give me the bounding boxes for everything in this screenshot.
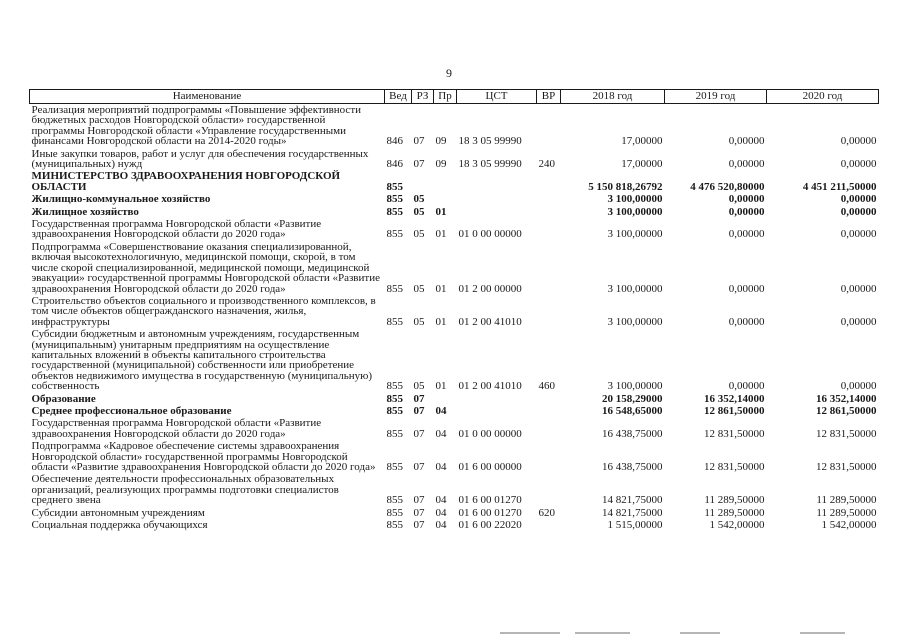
cell-ved: 855 (386, 506, 403, 519)
cell-2018: 5 150 818,26792 (588, 180, 663, 193)
header-vr: ВР (537, 90, 561, 104)
cell-name: Подпрограмма «Кадровое обеспечение системы здравоохранения Новгородской области» государственной программы Новгородской области «Развитие здравоохранения Новгородской области до 2020 года» (31, 440, 376, 473)
table-row (30, 170, 879, 193)
cell-name: Субсидии автономным учреждениям (31, 506, 205, 519)
cell-pr: 04 (435, 494, 447, 507)
cell-pr: 04 (435, 506, 447, 519)
cell-ved: 855 (386, 404, 403, 417)
cell-pr: 01 (435, 315, 447, 328)
cell-2018: 16 438,75000 (602, 427, 663, 440)
table-row (30, 328, 879, 392)
table-row (30, 193, 879, 205)
table-row (30, 241, 879, 295)
cell-2019: 16 352,14000 (704, 392, 765, 405)
header-2019: 2019 год (665, 90, 767, 104)
table-row (30, 218, 879, 241)
cell-name: Обеспечение деятельности профессиональных образовательных организаций, реализующих программы подготовки специалистов среднего звена (31, 473, 339, 507)
cell-vr (537, 295, 561, 328)
cell-cst (457, 405, 537, 417)
table-row (30, 440, 879, 473)
cell-2020: 0,00000 (840, 205, 877, 218)
cell-name: Социальная поддержка обучающихся (31, 519, 208, 532)
cell-2019: 0,00000 (728, 282, 765, 295)
cell-pr: 04 (435, 427, 447, 440)
cell-name: Субсидии бюджетным и автономным учреждениям, государственным (муниципальным) унитарным предприятиям на осуществление капитальных вложений в объекты капитального строительства государственной (муниципальной) собственности или приобретение объектов недвижимого имущества в государственную (муниципальную) собственность (31, 328, 373, 393)
cell-pr: 09 (435, 135, 447, 148)
header-ved: Вед (385, 90, 412, 104)
header-pr: Пр (434, 90, 457, 104)
cell-name: Жилищное хозяйство (31, 205, 139, 218)
cell-ved: 855 (386, 494, 403, 507)
cell-name: МИНИСТЕРСТВО ЗДРАВООХРАНЕНИЯ НОВГОРОДСКОЙ ОБЛАСТИ (31, 170, 341, 193)
header-2020: 2020 год (767, 90, 879, 104)
cell-cst (457, 206, 537, 218)
cell-pr: 04 (435, 461, 447, 473)
cell-cst: 01 0 00 00000 (458, 427, 522, 440)
cell-cst: 01 2 00 41010 (458, 380, 522, 393)
cell-rz: 07 (413, 392, 425, 405)
cell-2020: 11 289,50000 (816, 506, 877, 519)
budget-table (29, 89, 879, 531)
cell-vr: 620 (538, 506, 555, 519)
cell-rz: 05 (413, 228, 425, 241)
cell-cst: 18 3 05 99990 (458, 158, 522, 171)
cell-name: Жилищно-коммунальное хозяйство (31, 193, 211, 206)
cell-2020: 0,00000 (840, 380, 877, 393)
cell-vr (537, 206, 561, 218)
cell-rz: 07 (413, 158, 425, 171)
cell-vr (537, 241, 561, 295)
cell-name: Иные закупки товаров, работ и услуг для обеспечения государственных (муниципальных) нужд (31, 147, 369, 171)
header-2018: 2018 год (561, 90, 665, 104)
cell-rz: 05 (413, 315, 425, 328)
cell-pr (434, 193, 457, 205)
cell-pr (434, 393, 457, 405)
cell-2018: 1 515,00000 (607, 519, 663, 532)
cell-2018: 16 548,65000 (602, 404, 663, 417)
cell-ved: 855 (386, 205, 403, 218)
cell-vr (537, 473, 561, 506)
cell-2019: 4 476 520,80000 (690, 180, 765, 193)
cell-pr: 01 (435, 282, 447, 295)
cell-pr: 04 (435, 519, 447, 532)
cell-rz: 05 (413, 193, 425, 206)
cell-ved: 846 (386, 158, 403, 171)
table-row (30, 507, 879, 519)
cell-rz: 07 (413, 506, 425, 519)
cell-2018: 3 100,00000 (607, 380, 663, 393)
cell-2018: 14 821,75000 (602, 494, 663, 507)
cell-rz: 07 (413, 135, 425, 148)
cell-name: Государственная программа Новгородской области «Развитие здравоохранения Новгородской области до 2020 года» (31, 417, 322, 440)
cell-pr: 01 (435, 380, 447, 393)
table-row (30, 519, 879, 531)
cell-2020: 0,00000 (840, 282, 877, 295)
cell-2019: 11 289,50000 (704, 506, 765, 519)
cell-vr (537, 104, 561, 148)
cell-cst: 01 6 00 00000 (458, 461, 522, 473)
cell-name: Среднее профессиональное образование (31, 404, 232, 417)
cell-ved: 846 (386, 135, 403, 148)
table-row (30, 148, 879, 171)
cell-ved: 855 (386, 282, 403, 295)
cell-2020: 12 831,50000 (816, 427, 877, 440)
cell-cst: 01 6 00 01270 (458, 494, 522, 507)
cell-rz: 07 (413, 404, 425, 417)
cell-vr (537, 405, 561, 417)
cell-ved: 855 (386, 427, 403, 440)
cell-2019: 0,00000 (728, 315, 765, 328)
cell-vr (537, 519, 561, 531)
cell-name: Государственная программа Новгородской области «Развитие здравоохранения Новгородской области до 2020 года» (31, 218, 322, 241)
cell-ved: 855 (386, 392, 403, 405)
cell-2020: 1 542,00000 (821, 519, 877, 532)
cell-vr (537, 440, 561, 473)
cell-ved: 855 (386, 519, 403, 532)
cell-name: Образование (31, 392, 96, 405)
table-row (30, 405, 879, 417)
cell-vr: 460 (538, 380, 555, 393)
cell-name: Строительство объектов социального и производственного комплексов, в том числе объектов общегражданского назначения, жилья, инфраструктуры (31, 294, 376, 328)
cell-2019: 12 831,50000 (704, 427, 765, 440)
cell-vr (537, 170, 561, 193)
cell-rz (412, 170, 434, 193)
cell-2018: 3 100,00000 (607, 205, 663, 218)
cell-vr (537, 393, 561, 405)
cut-off-next-line (500, 632, 890, 635)
cell-2019: 12 831,50000 (704, 461, 765, 473)
table-row (30, 473, 879, 506)
cell-rz: 05 (413, 282, 425, 295)
cell-rz: 07 (413, 494, 425, 507)
cell-2018: 3 100,00000 (607, 193, 663, 206)
cell-2020: 0,00000 (840, 158, 877, 171)
cell-cst: 01 6 00 01270 (458, 506, 522, 519)
cell-vr: 240 (538, 158, 555, 171)
cell-2019: 0,00000 (728, 193, 765, 206)
header-cst: ЦСТ (457, 90, 537, 104)
header-name: Наименование (30, 90, 385, 104)
cell-ved: 855 (386, 315, 403, 328)
cell-2020: 0,00000 (840, 193, 877, 206)
cell-name: Реализация мероприятий подпрограммы «Повышение эффективности бюджетных расходов Новгородской области» государственной программы Новгородской области «Управление государственными финансами Новгородской области на 2014-2020 годы» (31, 104, 362, 148)
table-row (30, 295, 879, 328)
cell-pr: 01 (435, 228, 447, 241)
table-header-row (30, 90, 879, 104)
cell-2020: 0,00000 (840, 135, 877, 148)
cell-cst: 01 2 00 41010 (458, 315, 522, 328)
cell-2019: 0,00000 (728, 135, 765, 148)
cell-ved: 855 (386, 228, 403, 241)
cell-ved: 855 (386, 193, 403, 206)
cell-2020: 12 831,50000 (816, 461, 877, 473)
cell-2019: 0,00000 (728, 205, 765, 218)
cell-pr: 09 (435, 158, 447, 171)
cell-2019: 11 289,50000 (704, 494, 765, 507)
table-row (30, 417, 879, 440)
header-rz: РЗ (412, 90, 434, 104)
cell-name: Подпрограмма «Совершенствование оказания специализированной, включая высокотехнологичную, медицинской помощи, скорой, в том числе скорой специализированной, медицинской помощи, медицинской эвакуации» государственной программы Новгородской области «Развитие здравоохранения Новгородской области до 2020 года» (31, 240, 380, 295)
cell-cst: 18 3 05 99990 (458, 135, 522, 148)
cell-cst: 01 0 00 00000 (458, 228, 522, 241)
table-body (30, 104, 879, 532)
cell-2020: 16 352,14000 (816, 392, 877, 405)
cell-vr (537, 417, 561, 440)
table-row (30, 206, 879, 218)
cell-ved: 855 (386, 380, 403, 393)
cell-2018: 3 100,00000 (607, 315, 663, 328)
cell-cst: 01 6 00 22020 (458, 519, 522, 532)
cell-vr (537, 193, 561, 205)
cell-rz: 05 (413, 380, 425, 393)
cell-cst: 01 2 00 00000 (458, 282, 522, 295)
cell-rz: 05 (413, 205, 425, 218)
cell-2020: 0,00000 (840, 228, 877, 241)
cell-2018: 17,00000 (621, 135, 663, 148)
cell-2018: 16 438,75000 (602, 461, 663, 473)
cell-2019: 0,00000 (728, 158, 765, 171)
cell-pr: 04 (435, 404, 447, 417)
cell-rz: 07 (413, 519, 425, 532)
cell-cst (457, 170, 537, 193)
cell-2020: 0,00000 (840, 315, 877, 328)
cell-2018: 3 100,00000 (607, 282, 663, 295)
cell-cst (457, 393, 537, 405)
cell-ved: 855 (386, 180, 403, 193)
cell-pr: 01 (435, 205, 447, 218)
cell-rz: 07 (413, 427, 425, 440)
cell-2020: 11 289,50000 (816, 494, 877, 507)
cell-2018: 17,00000 (621, 158, 663, 171)
cell-2018: 3 100,00000 (607, 228, 663, 241)
cell-vr (537, 218, 561, 241)
cell-ved: 855 (386, 461, 403, 473)
table-row (30, 104, 879, 148)
cell-2020: 4 451 211,50000 (802, 180, 877, 193)
page-number: 9 (446, 66, 452, 80)
cell-pr (434, 170, 457, 193)
cell-cst (457, 193, 537, 205)
cell-2019: 12 861,50000 (704, 404, 765, 417)
cell-2019: 0,00000 (728, 380, 765, 393)
cell-2019: 0,00000 (728, 228, 765, 241)
cell-2020: 12 861,50000 (816, 404, 877, 417)
cell-2019: 1 542,00000 (709, 519, 765, 532)
cell-rz: 07 (413, 461, 425, 473)
cell-2018: 20 158,29000 (602, 392, 663, 405)
table-row (30, 393, 879, 405)
cell-2018: 14 821,75000 (602, 506, 663, 519)
